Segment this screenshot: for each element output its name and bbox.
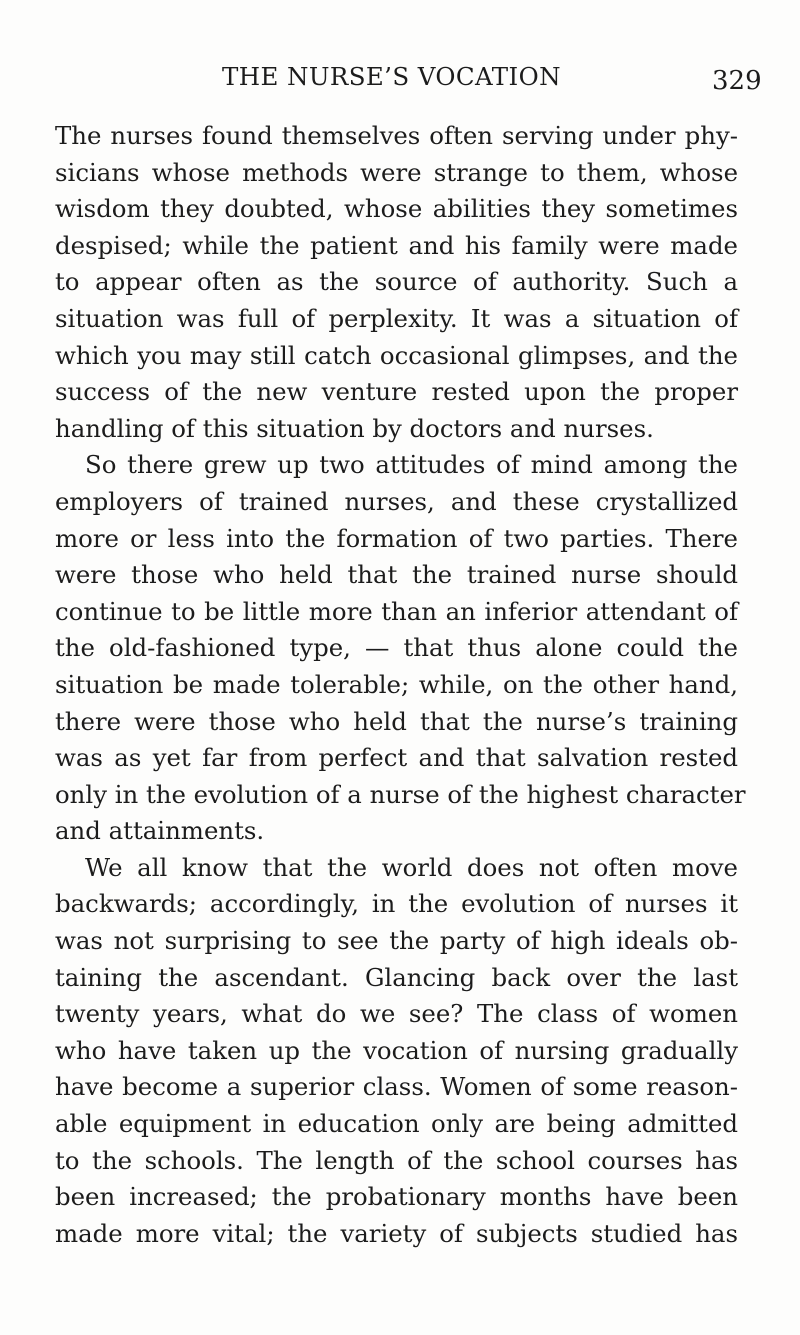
text-line: more or less into the formation of two parties. There xyxy=(55,523,738,553)
text-line: to the schools. The length of the school courses has xyxy=(55,1145,738,1175)
text-line: handling of this situation by doctors and nurses. xyxy=(55,413,654,443)
text-line: We all know that the world does not often move xyxy=(85,852,738,882)
text-line: the old-fashioned type, — that thus alone could the xyxy=(55,633,738,663)
text-line: been increased; the probationary months have been xyxy=(55,1182,738,1212)
text-line: wisdom they doubted, whose abilities they sometimes xyxy=(55,194,738,224)
text-line: only in the evolution of a nurse of the highest character xyxy=(55,779,746,809)
text-line: despised; while the patient and his family were made xyxy=(55,230,738,260)
text-line: and attainments. xyxy=(55,816,265,846)
text-line: able equipment in education only are being admitted xyxy=(55,1109,738,1139)
text-line: situation be made tolerable; while, on the other hand, xyxy=(55,669,738,699)
text-line: was not surprising to see the party of high ideals ob- xyxy=(55,926,738,956)
text-line: employers of trained nurses, and these crystallized xyxy=(55,486,738,516)
text-line: The nurses found themselves often serving under phy- xyxy=(55,121,738,150)
text-line: there were those who held that the nurse’s training xyxy=(55,706,738,736)
text-line: twenty years, what do we see? The class of women xyxy=(55,999,738,1029)
body-text xyxy=(55,118,746,1252)
text-line: situation was full of perplexity. It was a situation of xyxy=(55,303,738,333)
text-line: which you may still catch occasional glimpses, and the xyxy=(55,340,738,370)
text-line: who have taken up the vocation of nursing gradually xyxy=(55,1035,738,1065)
text-line: taining the ascendant. Glancing back over the last xyxy=(55,962,738,992)
text-line: sicians whose methods were strange to them, whose xyxy=(55,157,738,187)
text-line: made more vital; the variety of subjects studied has xyxy=(55,1218,738,1248)
page-number: 329 xyxy=(712,66,762,96)
text-line: success of the new venture rested upon the proper xyxy=(55,377,738,407)
running-head: THE NURSE’S VOCATION xyxy=(222,62,561,91)
text-line: continue to be little more than an inferior attendant of xyxy=(55,596,738,626)
text-line: So there grew up two attitudes of mind among the xyxy=(85,450,738,480)
text-line: to appear often as the source of authority. Such a xyxy=(55,267,738,297)
text-line: backwards; accordingly, in the evolution of nurses it xyxy=(55,889,738,919)
text-line: have become a superior class. Women of some reason- xyxy=(55,1072,738,1102)
text-line: was as yet far from perfect and that salvation rested xyxy=(55,743,738,773)
text-line: were those who held that the trained nurse should xyxy=(55,560,738,590)
